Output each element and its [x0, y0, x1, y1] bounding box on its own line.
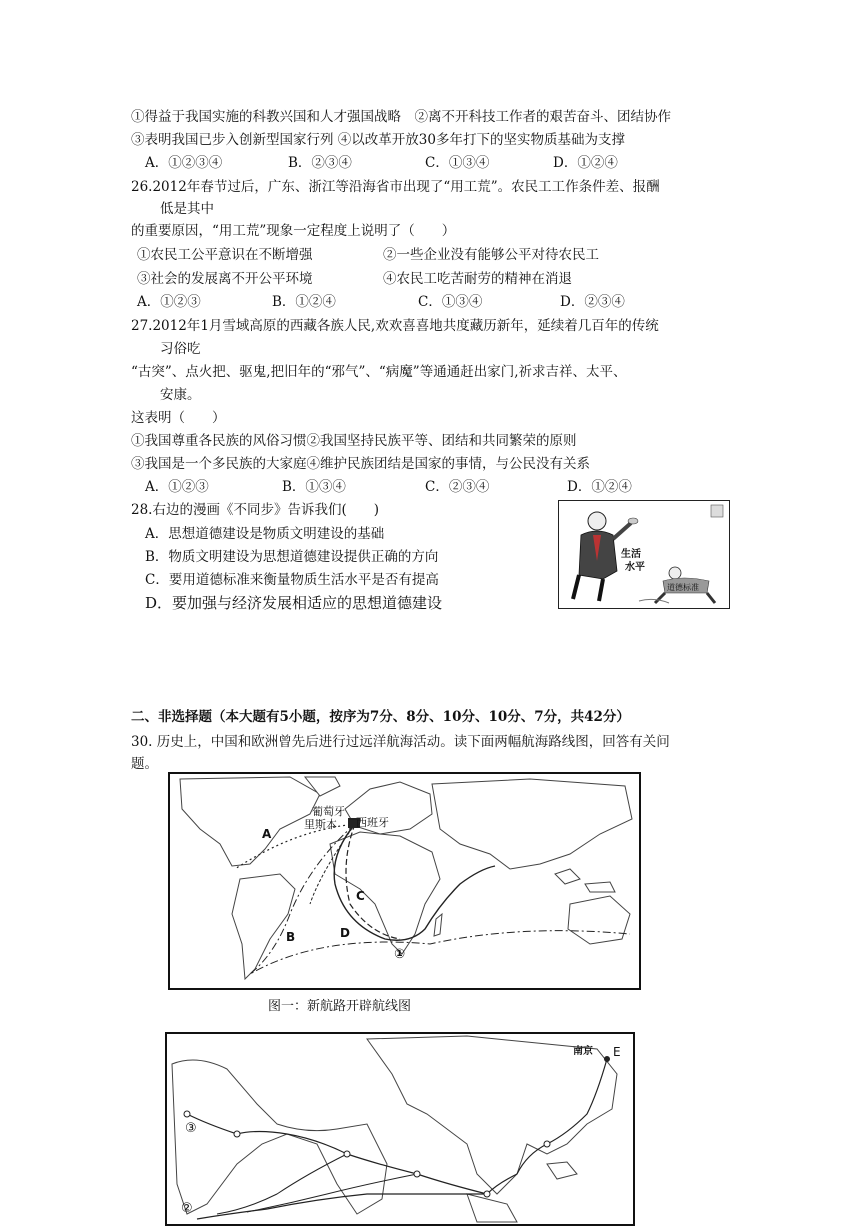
map1-caption: 图一：新航路开辟航线图	[268, 999, 412, 1014]
q25-statement-line-2: ③表明我国已步入创新型国家行列 ④以改革开放30多年打下的坚实物质基础为支撑	[131, 132, 625, 148]
q27-option-a: A．①②③	[145, 479, 209, 495]
map2-label-two: ②	[181, 1201, 193, 1216]
q25-option-c: C．①③④	[425, 155, 490, 171]
map-zheng-he-routes	[165, 1032, 635, 1226]
q26-statement-3: ③社会的发展离不开公平环境	[137, 271, 313, 287]
q26-option-d: D．②③④	[560, 294, 625, 310]
q28-option-a: A．思想道德建设是物质文明建设的基础	[145, 526, 385, 542]
map2-label-nanjing: 南京	[573, 1046, 593, 1057]
map1-drawing	[170, 774, 639, 988]
cartoon-label-living-2: 水平	[625, 562, 645, 573]
q27-stem-line-3: 这表明（ ）	[131, 410, 226, 426]
map1-label-lisbon: 里斯本	[304, 818, 337, 831]
q27-stem-line-2: “古突”、点火把、驱鬼,把旧年的“邪气”、“病魔”等通通赶出家门,祈求吉祥、太平、	[131, 364, 627, 380]
map-new-sea-routes	[168, 772, 641, 990]
map1-label-a: A	[262, 827, 272, 841]
q26-option-c: C．①③④	[418, 294, 483, 310]
q27-stem-line-1: 27.2012年1月雪域高原的西藏各族人民,欢欢喜喜地共度藏历新年，延续着几百年的传统	[131, 318, 659, 334]
q26-statement-2: ②一些企业没有能够公平对待农民工	[383, 247, 599, 263]
q27-statement-line-1: ①我国尊重各民族的风俗习惯②我国坚持民族平等、团结和共同繁荣的原则	[131, 433, 577, 449]
cartoon-label-moral: 道德标准	[667, 583, 699, 592]
q26-option-a: A．①②③	[137, 294, 201, 310]
map1-label-spain: 西班牙	[356, 816, 389, 829]
q27-option-b: B．①③④	[282, 479, 346, 495]
q26-stem-line-1b: 低是其中	[160, 201, 214, 217]
cartoon-drawing	[559, 501, 729, 608]
q30-stem-line-2: 题。	[131, 756, 158, 772]
q27-stem-line-2b: 安康。	[160, 387, 201, 403]
q28-option-b: B．物质文明建设为思想道德建设提供正确的方向	[145, 549, 439, 565]
map1-label-one: ①	[394, 947, 406, 962]
map1-label-c: C	[356, 889, 365, 903]
q27-stem-line-1b: 习俗吃	[160, 341, 201, 357]
q27-option-c: C．②③④	[425, 479, 490, 495]
q28-option-d: D．要加强与经济发展相适应的思想道德建设	[145, 594, 443, 612]
cartoon-image	[558, 500, 730, 609]
q25-option-a: A．①②③④	[145, 155, 223, 171]
q25-option-d: D．①②④	[553, 155, 618, 171]
q26-option-b: B．①②④	[272, 294, 336, 310]
q26-statement-4: ④农民工吃苦耐劳的精神在消退	[383, 271, 572, 287]
q27-option-d: D．①②④	[567, 479, 632, 495]
q28-option-c: C．要用道德标准来衡量物质生活水平是否有提高	[145, 572, 439, 588]
q25-statement-line-1: ①得益于我国实施的科教兴国和人才强国战略 ②离不开科技工作者的艰苦奋斗、团结协作	[131, 109, 671, 125]
map1-label-portugal: 葡萄牙	[312, 805, 345, 818]
part2-heading: 二、非选择题（本大题有5小题，按序为7分、8分、10分、10分、7分，共42分）	[131, 709, 630, 725]
q25-option-b: B．②③④	[288, 155, 352, 171]
q26-stem-line-1: 26.2012年春节过后，广东、浙江等沿海省市出现了“用工荒”。农民工工作条件差、报酬	[131, 179, 660, 195]
q26-stem-line-2: 的重要原因，“用工荒”现象一定程度上说明了（ ）	[131, 223, 456, 239]
q28-stem: 28.右边的漫画《不同步》告诉我们( )	[131, 502, 380, 518]
map1-label-b: B	[286, 930, 296, 944]
q30-stem-line-1: 30. 历史上，中国和欧洲曾先后进行过远洋航海活动。读下面两幅航海路线图，回答有关问	[131, 734, 670, 750]
map2-label-three: ③	[185, 1121, 197, 1136]
q27-statement-line-2: ③我国是一个多民族的大家庭④维护民族团结是国家的事情，与公民没有关系	[131, 456, 590, 472]
map2-label-e: E	[613, 1045, 621, 1059]
cartoon-label-living-1: 生活	[621, 549, 641, 560]
map1-label-d: D	[340, 926, 350, 940]
cartoon-seal	[711, 505, 723, 517]
q26-statement-1: ①农民工公平意识在不断增强	[137, 247, 313, 263]
map2-drawing	[167, 1034, 633, 1224]
